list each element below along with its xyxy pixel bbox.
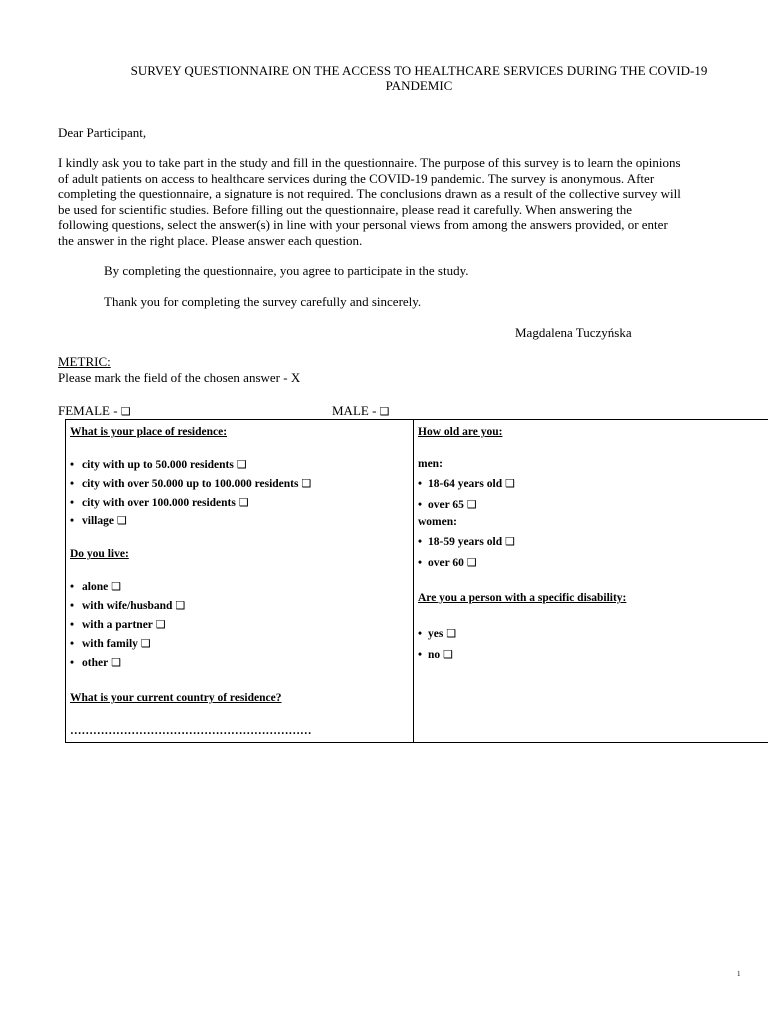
bullet-icon: •: [70, 515, 75, 527]
checkbox-icon[interactable]: ❑: [446, 627, 457, 640]
residence-option[interactable]: • city with over 100.000 residents ❑: [70, 496, 249, 509]
men-option[interactable]: • over 65 ❑: [418, 498, 477, 511]
bullet-icon: •: [418, 478, 423, 490]
intro-line: be used for scientific studies. Before filling out the questionnaire, please read it carefully. When answering the: [58, 201, 632, 217]
intro-line: I kindly ask you to take part in the study and fill in the questionnaire. The purpose of this survey is to learn the opinions: [58, 155, 681, 170]
male-option[interactable]: [332, 403, 390, 420]
intro-line: the answer in the right place. Please answer each question.: [58, 232, 363, 248]
checkbox-icon[interactable]: ❑: [505, 535, 515, 548]
disability-option[interactable]: • yes ❑: [418, 627, 457, 640]
checkbox-icon[interactable]: ❑: [111, 580, 122, 593]
page-number: 1: [737, 970, 741, 978]
checkbox-icon[interactable]: ❑: [466, 498, 477, 511]
metric-heading: METRIC:: [58, 354, 111, 369]
checkbox-icon[interactable]: ❑: [175, 599, 186, 612]
salutation: Dear Participant,: [58, 125, 147, 140]
bullet-icon: •: [70, 497, 75, 509]
women-label: women:: [418, 516, 457, 528]
country-question: What is your current country of residence?: [70, 692, 282, 704]
bullet-icon: •: [70, 657, 75, 669]
checkbox-icon[interactable]: ❑: [443, 648, 454, 661]
instruction-text: Please mark the field of the chosen answer - X: [58, 370, 301, 385]
live-option[interactable]: • with a partner ❑: [70, 618, 166, 631]
female-checkbox-icon[interactable]: ❑: [120, 405, 131, 418]
residence-option[interactable]: • city with over 50.000 up to 100.000 residents ❑: [70, 477, 312, 490]
intro-line: following questions, select the answer(s) in line with your personal views from among the answers provided, or enter: [58, 217, 668, 232]
men-option[interactable]: • 18-64 years old ❑: [418, 477, 515, 490]
bullet-icon: •: [70, 581, 75, 593]
bullet-icon: •: [418, 557, 423, 569]
column-divider: [413, 419, 414, 743]
live-option[interactable]: • other ❑: [70, 656, 122, 669]
checkbox-icon[interactable]: ❑: [140, 637, 151, 650]
checkbox-icon[interactable]: ❑: [116, 514, 127, 527]
checkbox-icon[interactable]: ❑: [505, 477, 515, 490]
live-option[interactable]: • with family ❑: [70, 637, 151, 650]
live-option[interactable]: • with wife/husband ❑: [70, 599, 186, 612]
checkbox-icon[interactable]: ❑: [238, 496, 249, 509]
men-label: men:: [418, 458, 443, 470]
disability-question: Are you a person with a specific disability:: [418, 592, 627, 604]
bullet-icon: •: [418, 536, 423, 548]
title-line-2: PANDEMIC: [385, 78, 453, 93]
residence-option[interactable]: • city with up to 50.000 residents ❑: [70, 458, 247, 471]
bullet-icon: •: [418, 499, 423, 511]
female-label: FEMALE -: [58, 403, 118, 418]
residence-option[interactable]: • village ❑: [70, 514, 127, 527]
women-option[interactable]: • 18-59 years old ❑: [418, 535, 515, 548]
checkbox-icon[interactable]: ❑: [236, 458, 247, 471]
bullet-icon: •: [70, 478, 75, 490]
intro-line: completing the questionnaire, a signature is not required. The conclusions drawn as a result of the collective survey will: [58, 186, 681, 201]
checkbox-icon[interactable]: ❑: [111, 656, 122, 669]
country-answer-field[interactable]: ………………………………………………………: [70, 725, 312, 737]
male-checkbox-icon[interactable]: ❑: [379, 405, 390, 418]
checkbox-icon[interactable]: ❑: [466, 556, 477, 569]
women-option[interactable]: • over 60 ❑: [418, 556, 477, 569]
disability-option[interactable]: • no ❑: [418, 648, 454, 661]
intro-line: of adult patients on access to healthcare services during the COVID-19 pandemic. The survey is anonymous. After: [58, 170, 655, 186]
checkbox-icon[interactable]: ❑: [155, 618, 166, 631]
male-label: MALE -: [332, 403, 377, 418]
residence-question: What is your place of residence:: [70, 426, 228, 438]
female-option[interactable]: [58, 403, 131, 420]
age-question: How old are you:: [418, 426, 503, 438]
bullet-icon: •: [70, 459, 75, 471]
bullet-icon: •: [70, 638, 75, 650]
bullet-icon: •: [70, 600, 75, 612]
bullet-icon: •: [418, 649, 423, 661]
bullet-icon: •: [70, 619, 75, 631]
bullet-icon: •: [418, 628, 423, 640]
document-title: [60, 63, 768, 93]
live-question: Do you live:: [70, 548, 129, 560]
signature: Magdalena Tuczyńska: [515, 325, 632, 340]
intro-paragraph: [58, 155, 758, 248]
title-line-1: SURVEY QUESTIONNAIRE ON THE ACCESS TO HEALTHCARE SERVICES DURING THE COVID-19: [130, 63, 708, 78]
checkbox-icon[interactable]: ❑: [301, 477, 312, 490]
agree-text: By completing the questionnaire, you agree to participate in the study.: [104, 263, 469, 278]
live-option[interactable]: • alone ❑: [70, 580, 122, 593]
thanks-text: Thank you for completing the survey carefully and sincerely.: [104, 294, 422, 309]
